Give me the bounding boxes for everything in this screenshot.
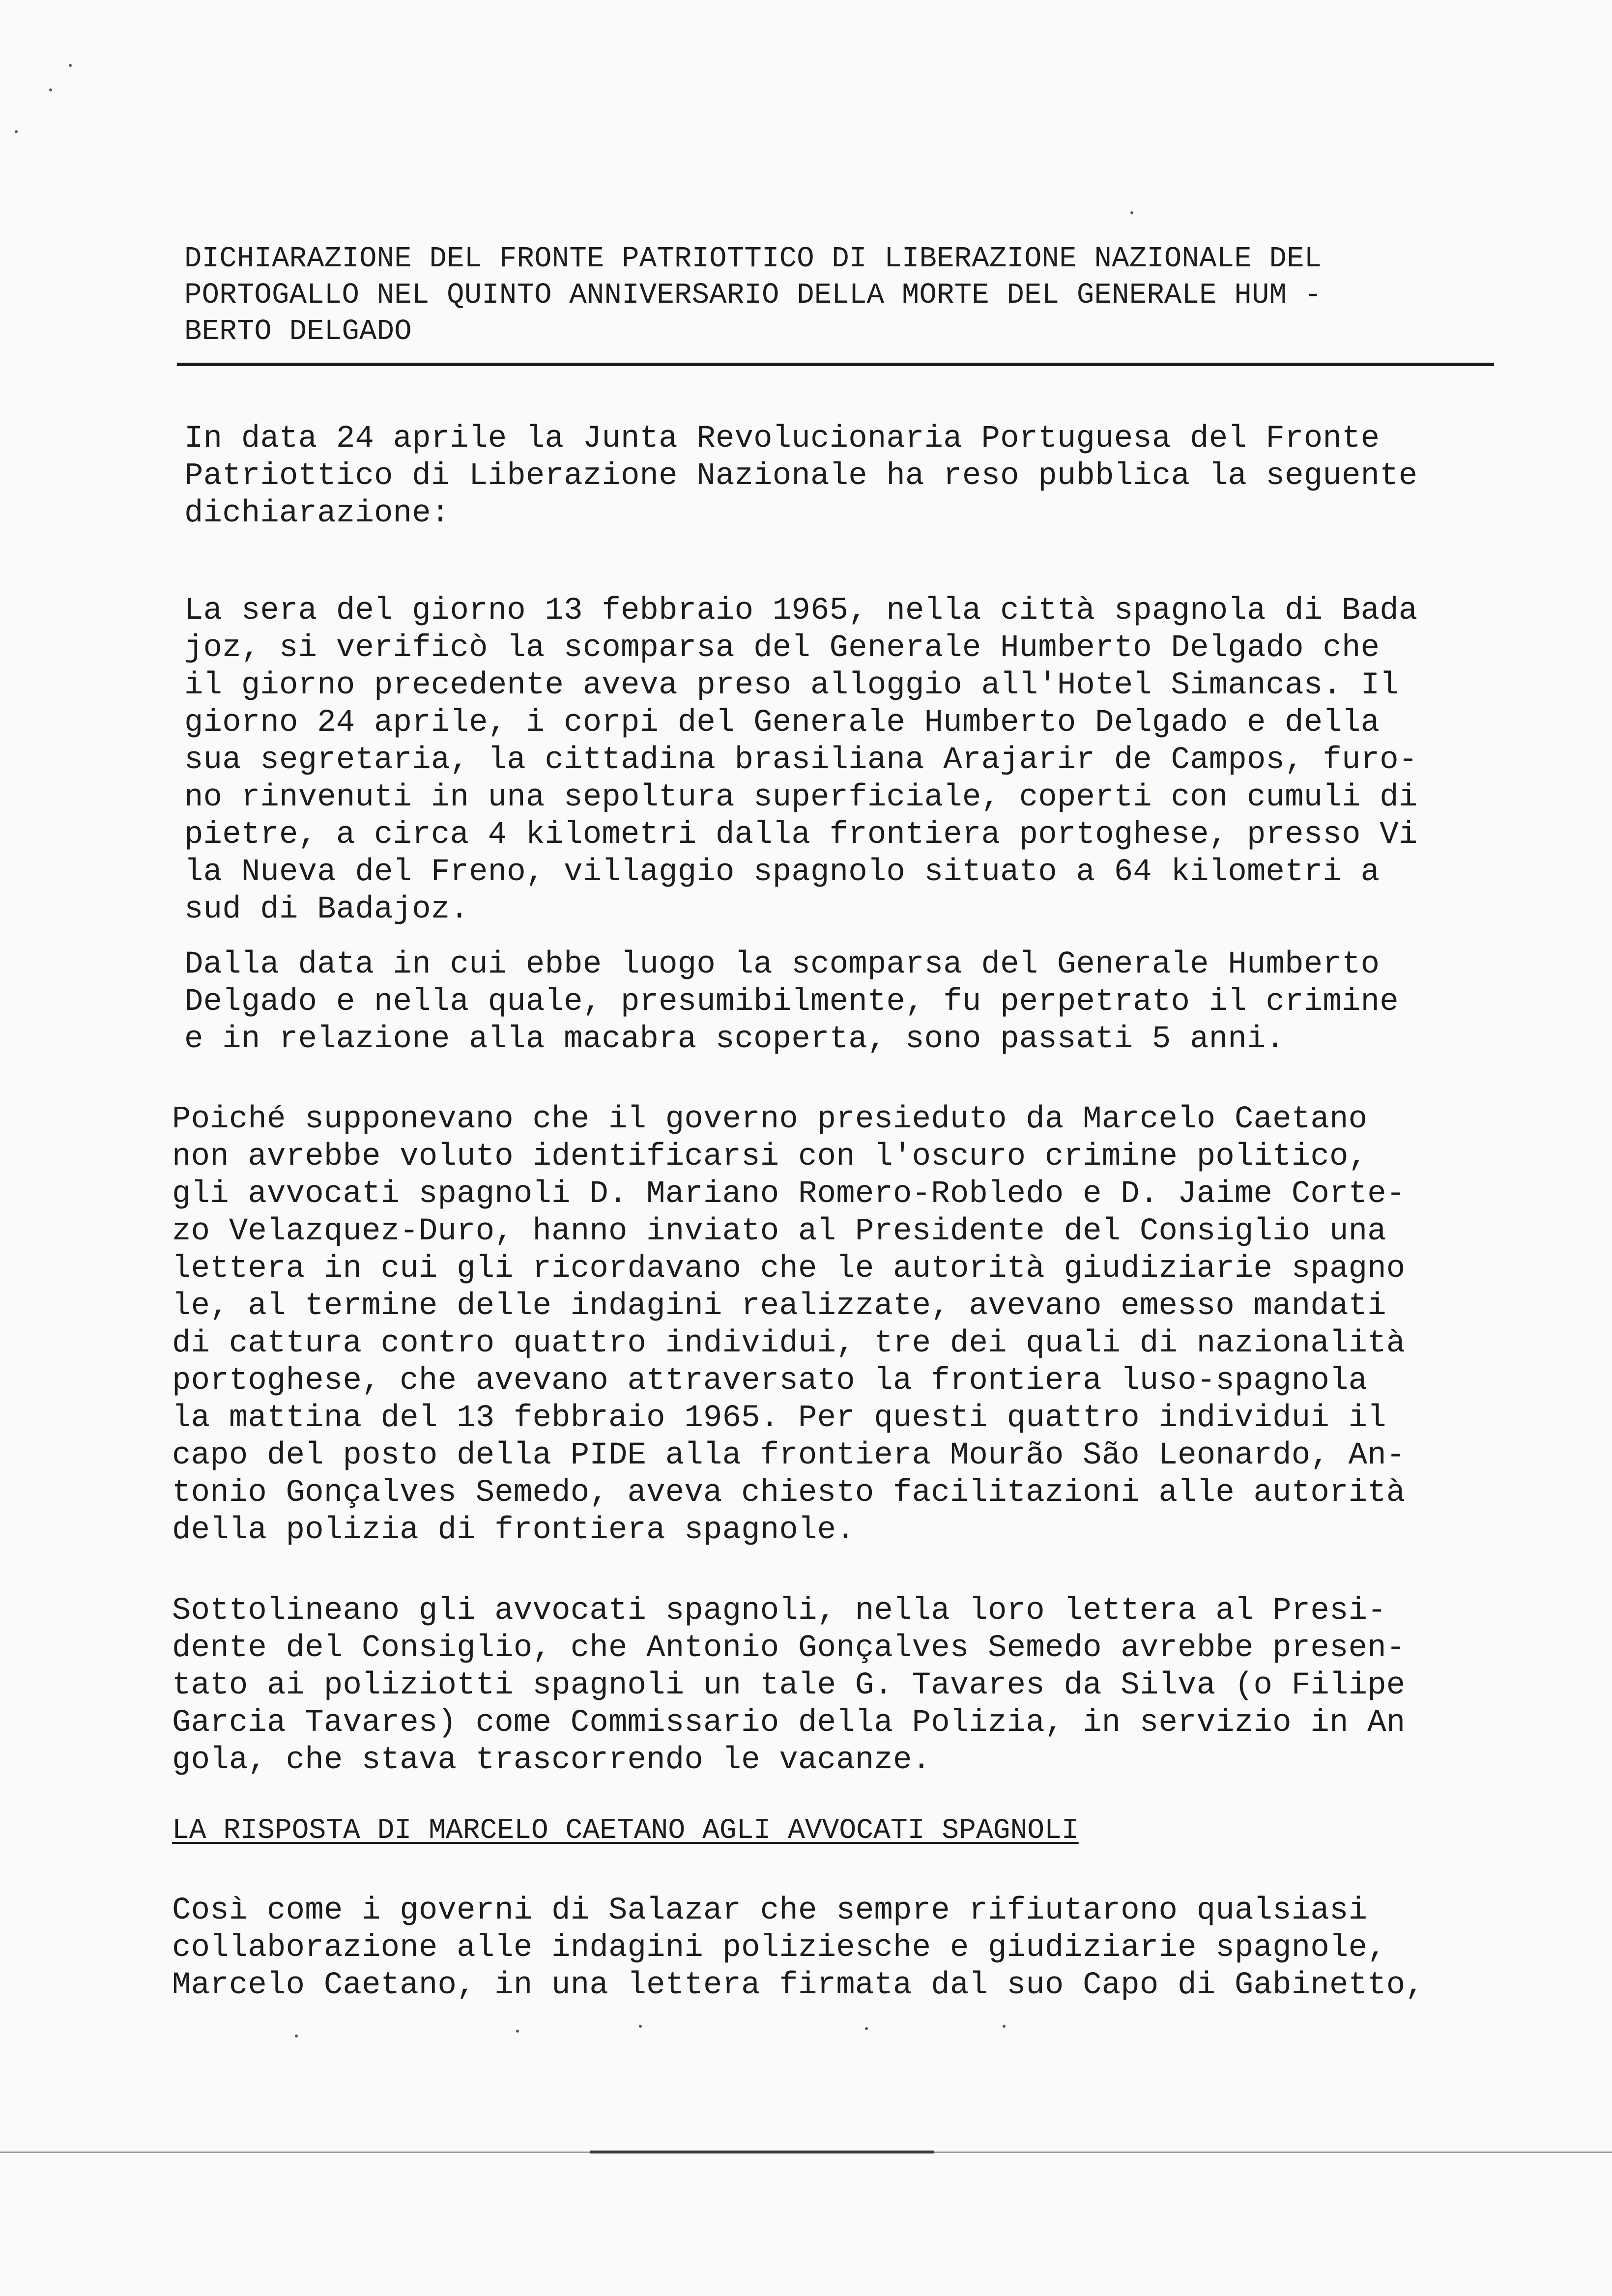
scan-speck <box>69 64 72 67</box>
body-paragraph: La sera del giorno 13 febbraio 1965, nella città spagnola di Bada joz, si verificò la scomparsa del Generale Humberto Delgado che il giorno precedente aveva preso alloggio all'Hotel Simancas. Il giorno 24 aprile, i corpi del Generale Humberto Delgado e della sua segretaria, la cittadina brasiliana Arajarir de Campos, furo- no rinvenuti in una sepoltura superficiale, coperti con cumuli di pietre, a circa 4 kilometri dalla frontiera portoghese, presso Vi la Nueva del Freno, villaggio spagnolo situato a 64 kilometri a sud di Badajoz. <box>184 593 1418 927</box>
body-paragraph: Così come i governi di Salazar che sempre rifiutarono qualsiasi collaborazione alle indagini poliziesche e giudiziarie spagnole, Marcelo Caetano, in una lettera firmata dal suo Capo di Gabinetto, <box>172 1893 1425 2003</box>
title-underline-rule <box>177 363 1494 366</box>
scan-speck <box>1003 2025 1006 2028</box>
intro-paragraph: In data 24 aprile la Junta Revolucionaria Portuguesa del Fronte Patriottico di Liberazione Nazionale ha reso pubblica la seguente dichiarazione: <box>184 421 1418 531</box>
scan-speck <box>516 2030 519 2033</box>
title-line: BERTO DELGADO <box>184 315 412 348</box>
scan-speck <box>639 2025 642 2028</box>
body-paragraph: Poiché supponevano che il governo presieduto da Marcelo Caetano non avrebbe voluto identificarsi con l'oscuro crimine politico, gli avvocati spagnoli D. Mariano Romero-Robledo e D. Jaime Corte- zo Velazquez-Duro, hanno inviato al Presidente del Consiglio una lettera in cui gli ricordavano che le autorità giudiziarie spagno le, al termine delle indagini realizzate, avevano emesso mandati di cattura contro quattro individui, tre dei quali di nazionalità portoghese, che avevano attraversato la frontiera luso-spagnola la mattina del 13 febbraio 1965. Per questi quattro individui il capo del posto della PIDE alla frontiera Mourão São Leonardo, An- tonio Gonçalves Semedo, aveva chiesto facilitazioni alle autorità della polizia di frontiera spagnole. <box>172 1102 1406 1548</box>
body-paragraph: Sottolineano gli avvocati spagnoli, nella loro lettera al Presi- dente del Consiglio, che Antonio Gonçalves Semedo avrebbe presen- tato ai poliziotti spagnoli un tale G. Tavares da Silva (o Filipe Garcia Tavares) come Commissario della Polizia, in servizio in An gola, che stava trascorrendo le vacanze. <box>172 1593 1406 1778</box>
body-paragraph: Dalla data in cui ebbe luogo la scomparsa del Generale Humberto Delgado e nella quale, presumibilmente, fu perpetrato il crimine e in relazione alla macabra scoperta, sono passati 5 anni. <box>184 947 1399 1057</box>
scan-speck <box>295 2035 298 2038</box>
scan-speck <box>865 2027 868 2030</box>
document-title <box>184 241 1501 350</box>
scan-speck <box>15 130 18 133</box>
page-bottom-rule-mark <box>590 2151 934 2153</box>
section-heading: LA RISPOSTA DI MARCELO CAETANO AGLI AVVOCATI SPAGNOLI <box>172 1815 1079 1847</box>
scan-speck <box>1130 211 1133 214</box>
scan-speck <box>49 88 52 91</box>
title-line: DICHIARAZIONE DEL FRONTE PATRIOTTICO DI LIBERAZIONE NAZIONALE DEL <box>184 242 1322 275</box>
title-line: PORTOGALLO NEL QUINTO ANNIVERSARIO DELLA MORTE DEL GENERALE HUM - <box>184 279 1322 312</box>
